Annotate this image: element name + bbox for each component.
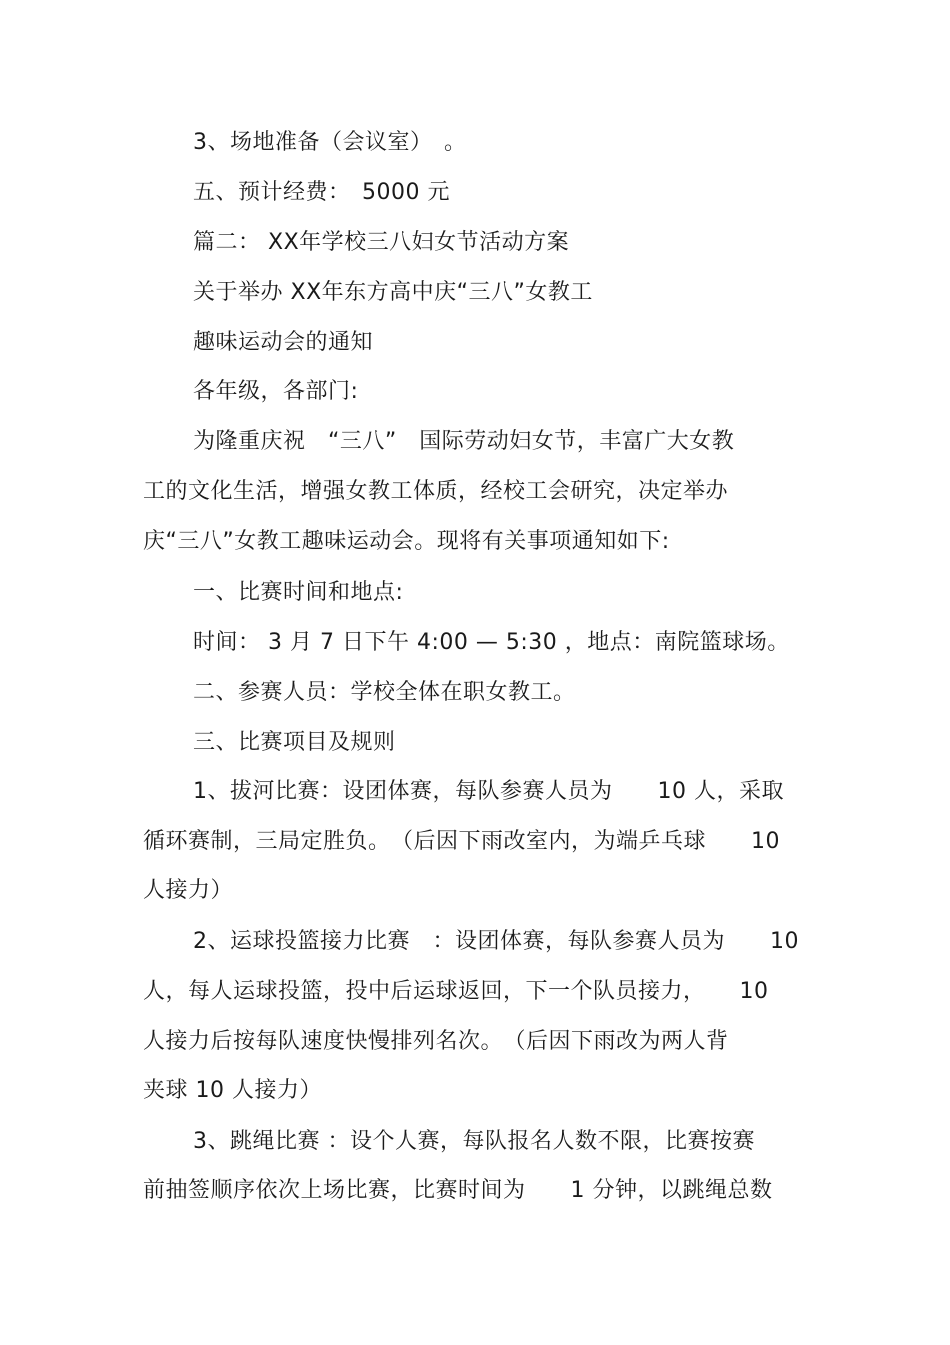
text-line: 三、比赛项目及规则 bbox=[193, 730, 396, 755]
text-line: 二、参赛人员：学校全体在职女教工。 bbox=[193, 680, 576, 705]
text-line: 前抽签顺序依次上场比赛，比赛时间为 1 分钟，以跳绳总数 bbox=[143, 1178, 773, 1203]
text-line: 2、运球投篮接力比赛 ：设团体赛，每队参赛人员为 10 bbox=[193, 929, 799, 954]
text-line: 循环赛制，三局定胜负。 （后因下雨改室内，为端乒乓球 10 bbox=[143, 829, 780, 854]
text-line: 为隆重庆祝 “三八” 国际劳动妇女节，丰富广大女教 bbox=[193, 429, 735, 454]
text-line: 3、跳绳比赛 ：设个人赛，每队报名人数不限，比赛按赛 bbox=[193, 1129, 755, 1154]
text-line: 关于举办 XX年东方高中庆“三八”女教工 bbox=[193, 280, 593, 305]
text-line: 夹球 10 人接力） bbox=[143, 1078, 322, 1103]
text-line: 3、场地准备（会议室） 。 bbox=[193, 130, 467, 155]
text-line: 1、拔河比赛：设团体赛，每队参赛人员为 10 人，采取 bbox=[193, 779, 784, 804]
text-line: 人接力后按每队速度快慢排列名次。 （后因下雨改为两人背 bbox=[143, 1029, 729, 1054]
text-line: 工的文化生活，增强女教工体质，经校工会研究，决定举办 bbox=[143, 479, 729, 504]
text-line: 趣味运动会的通知 bbox=[193, 330, 374, 355]
text-line: 一、比赛时间和地点: bbox=[193, 580, 404, 605]
text-line: 庆“三八”女教工趣味运动会。现将有关事项通知如下: bbox=[143, 529, 670, 554]
text-line: 各年级，各部门: bbox=[193, 379, 359, 404]
text-line: 人接力） bbox=[143, 878, 234, 903]
text-line: 时间： 3 月 7 日下午 4:00 — 5:30 ，地点：南院篮球场。 bbox=[193, 630, 790, 655]
text-line: 人，每人运球投篮，投中后运球返回，下一个队员接力， 10 bbox=[143, 979, 769, 1004]
text-line: 五、预计经费： 5000 元 bbox=[193, 180, 450, 205]
text-line: 篇二： XX年学校三八妇女节活动方案 bbox=[193, 230, 570, 255]
